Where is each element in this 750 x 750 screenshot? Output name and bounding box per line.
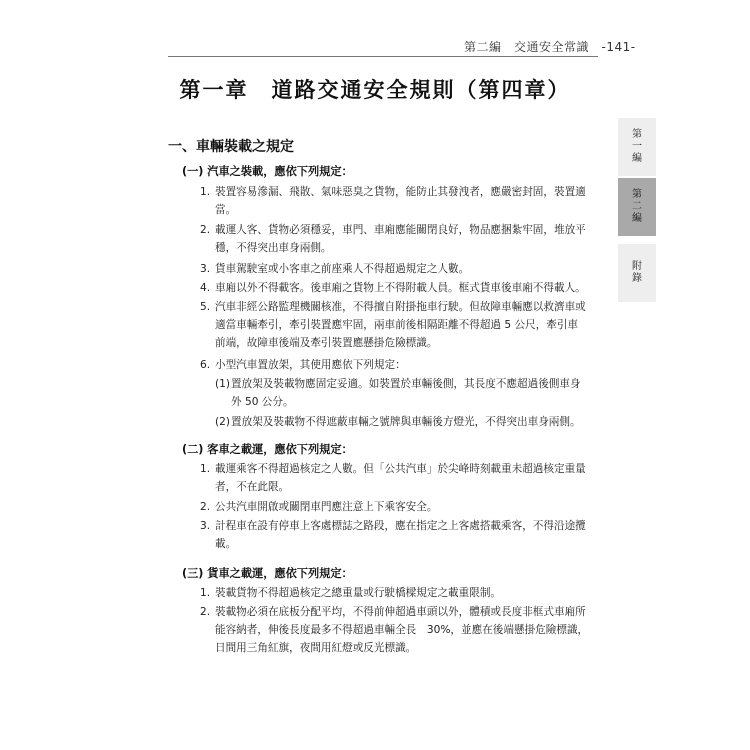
- group-heading-passenger-transport: (二) 客車之載運，應依下列規定：: [182, 443, 353, 456]
- list-item: [200, 279, 612, 297]
- tab-part-1[interactable]: [618, 118, 656, 176]
- tab-label: 附錄: [632, 261, 642, 284]
- item-text: 置放架及裝載物應固定妥適。如裝置於車輛後側，其長度不應超過後側車身: [231, 378, 581, 390]
- sub-list-item: [215, 413, 610, 431]
- item-number: 4.: [200, 282, 211, 294]
- item-text-continued: 穩，不得突出車身兩側。: [215, 242, 332, 254]
- list-item: [200, 584, 612, 602]
- list-item: [200, 356, 612, 374]
- item-text: 置放架及裝載物不得遮蔽車輛之號牌與車輛後方燈光，不得突出車身兩側。: [231, 416, 581, 428]
- section-heading: 一、車輛裝載之規定: [168, 139, 294, 155]
- list-item: [200, 460, 612, 496]
- item-text-continued: 載。: [215, 538, 237, 550]
- item-text: 小型汽車置放架，其使用應依下列規定：: [215, 359, 406, 371]
- item-number: 1.: [200, 587, 211, 599]
- item-text: 車廂以外不得載客。後車廂之貨物上不得附載人員。框式貨車後車廂不得載人。: [215, 282, 586, 294]
- item-number: 3.: [200, 263, 211, 275]
- tab-appendix[interactable]: [618, 244, 656, 302]
- chapter-title: 第一章 道路交通安全規則（第四章）: [179, 78, 571, 102]
- item-text: 載運人客、貨物必須穩妥，車門、車廂應能關閉良好，物品應捆紮牢固，堆放平: [215, 224, 586, 236]
- sub-list-item: [215, 375, 610, 411]
- item-text-continued: 外 50 公分。: [231, 396, 294, 408]
- item-text: 汽車非經公路監理機關核准，不得擅自附掛拖車行駛。但故障車輛應以救濟車或: [215, 301, 586, 313]
- tab-label: 第一編: [632, 129, 642, 164]
- item-number: 2.: [200, 224, 211, 236]
- item-text-continued: 適當車輛牽引，牽引裝置應牢固，兩車前後相隔距離不得超過 5 公尺，牽引車: [215, 319, 579, 331]
- item-number: 3.: [200, 520, 211, 532]
- item-text-continued: 當。: [215, 204, 237, 216]
- item-number: (1): [215, 378, 231, 390]
- item-text-continued: 者，不在此限。: [215, 481, 290, 493]
- item-text: 貨車駕駛室或小客車之前座乘人不得超過規定之人數。: [215, 263, 470, 275]
- list-item: [200, 221, 612, 257]
- item-number: 2.: [200, 606, 211, 618]
- list-item: [200, 603, 612, 657]
- item-number: 1.: [200, 186, 211, 198]
- item-number: 2.: [200, 501, 211, 513]
- list-item: [200, 260, 612, 278]
- running-header: 第二編 交通安全常識 -141-: [464, 40, 636, 54]
- item-text: 裝置容易滲漏、飛散、氣味惡臭之貨物，能防止其發洩者，應嚴密封固，裝置適: [215, 186, 586, 198]
- item-text: 裝載物必須在底板分配平均，不得前伸超過車頭以外，體積或長度非框式車廂所: [215, 606, 586, 618]
- list-item: [200, 183, 612, 219]
- item-text: 公共汽車開啟或關閉車門應注意上下乘客安全。: [215, 501, 438, 513]
- group-heading-vehicle-loading: (一) 汽車之裝載，應依下列規定：: [182, 165, 353, 178]
- tab-part-2[interactable]: [618, 178, 656, 236]
- list-item: [200, 517, 612, 553]
- list-item: [200, 498, 612, 516]
- item-number: (2): [215, 416, 231, 428]
- item-number: 5.: [200, 301, 211, 313]
- header-rule: [168, 56, 598, 57]
- item-number: 6.: [200, 359, 211, 371]
- list-item: [200, 298, 612, 352]
- item-text: 裝載貨物不得超過核定之總重量或行駛橋樑規定之載重限制。: [215, 587, 502, 599]
- item-text-continued: 日間用三角紅旗，夜間用紅燈或反光標識。: [215, 642, 417, 654]
- item-number: 1.: [200, 463, 211, 475]
- item-text: 載運乘客不得超過核定之人數。但「公共汽車」於尖峰時刻載重未超過核定重量: [215, 463, 586, 475]
- item-text-continued: 能容納者，伸後長度最多不得超過車輛全長 30%，並應在後端懸掛危險標識，: [215, 624, 589, 636]
- group-heading-freight-transport: (三) 貨車之載運，應依下列規定：: [182, 567, 353, 580]
- item-text-continued: 前端，故障車後端及牽引裝置應懸掛危險標識。: [215, 337, 438, 349]
- item-text: 計程車在設有停車上客處標誌之路段，應在指定之上客處搭載乘客，不得沿途攬: [215, 520, 586, 532]
- tab-label: 第二編: [632, 189, 642, 224]
